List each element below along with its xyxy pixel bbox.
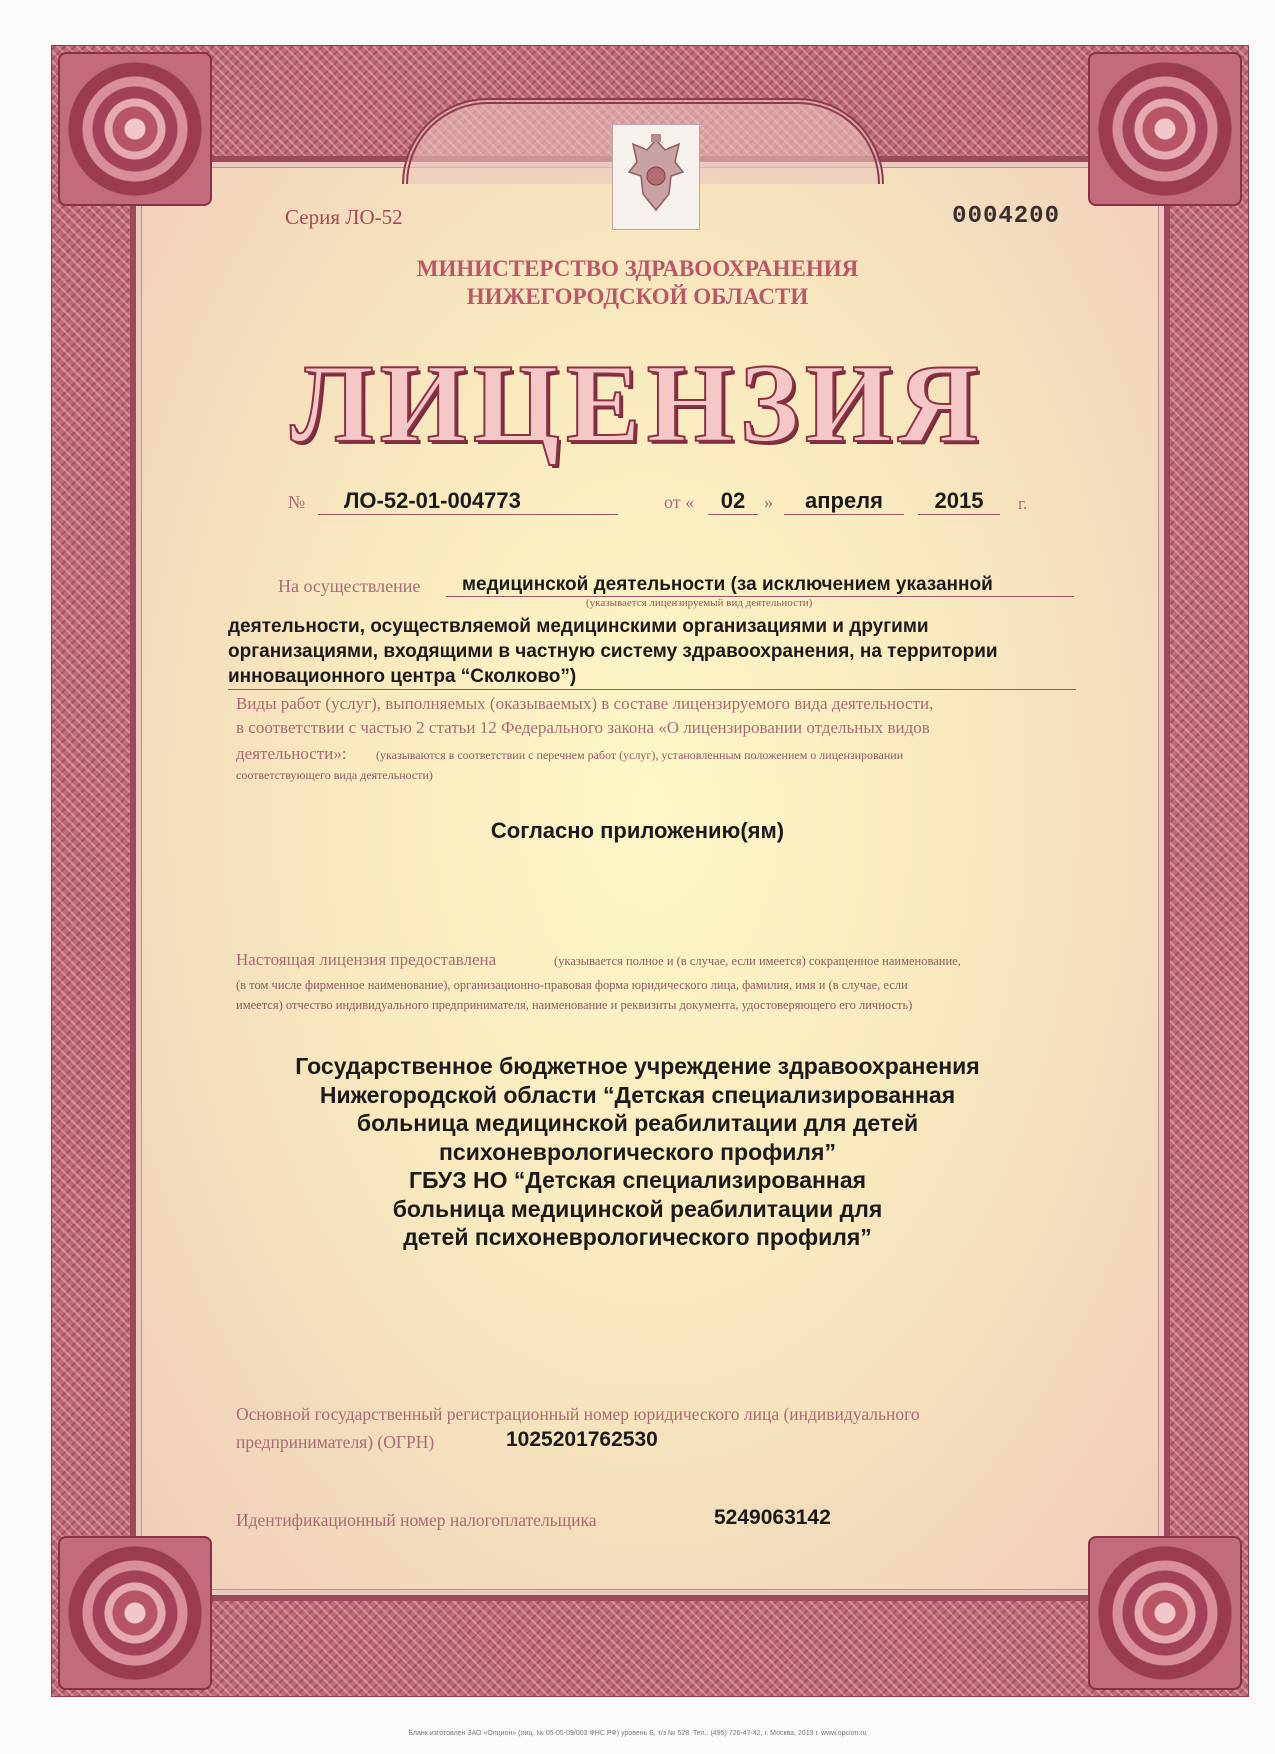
ogrn-value: 1025201762530 [506,1428,658,1451]
corner-rosette-bottom-right [1088,1536,1242,1690]
printer-imprint: Бланк изготовлен ЗАО «Опцион» (лиц. № 05-05-09/003 ФНС РФ) уровень Б, т/з № 528. Тел.: (495) 726-47-42, г. Москва, 2013 г. www.opcion.ru [408,1730,867,1737]
corner-rosette-top-left [58,52,212,206]
organization-name [0,1052,1275,1252]
organization-line: Государственное бюджетное учреждение здравоохранения [295,1053,980,1079]
inn-value: 5249063142 [714,1506,831,1529]
works-line-3b: (указываются в соответствии с перечнем работ (услуг), установленным положением о лицензировании [376,748,904,762]
ogrn-label-line-2: предпринимателя) (ОГРН) [236,1432,435,1452]
activity-hint: (указывается лицензируемый вид деятельности) [586,597,813,609]
date-month: апреля [784,488,904,515]
activity-line-2: деятельности, осуществляемой медицинскими организациями и другими [228,616,929,637]
date-day: 02 [708,488,758,515]
year-suffix: г. [1018,494,1028,513]
works-line-1: Виды работ (услуг), выполняемых (оказываемых) в составе лицензируемого вида деятельности, [236,694,934,713]
date-day-close: » [764,492,773,512]
coat-of-arms-emblem [612,124,700,230]
organization-line: больница медицинской реабилитации для детей [356,1110,919,1136]
granted-line-1a: Настоящая лицензия предоставлена [236,950,497,969]
activity-line-4: инновационного центра “Сколково”) [228,664,1076,690]
ministry-name-line2: НИЖЕГОРОДСКОЙ ОБЛАСТИ [466,284,809,309]
date-year: 2015 [918,488,1000,515]
works-value: Согласно приложению(ям) [490,818,785,843]
number-sign: № [288,492,306,512]
granted-line-1b: (указывается полное и (в случае, если имеется) сокращенное наименование, [554,954,961,968]
granted-line-2: (в том числе фирменное наименование), организационно-правовая форма юридического лица, фамилия, имя и (в случае, если [236,978,908,992]
license-number: ЛО-52-01-004773 [318,488,618,515]
activity-label: На осуществление [278,576,421,596]
date-from-label: от « [664,492,695,512]
corner-rosette-bottom-left [58,1536,212,1690]
organization-line: больница медицинской реабилитации для [392,1195,883,1222]
document-title: ЛИЦЕНЗИЯ [290,342,985,466]
organization-line: Нижегородской области “Детская специализированная [319,1081,956,1108]
inn-label: Идентификационный номер налогоплательщика [236,1510,597,1530]
works-line-4: соответствующего вида деятельности) [236,768,433,782]
activity-line-3: организациями, входящими в частную систему здравоохранения, на территории [228,641,998,662]
blank-number: 0004200 [952,203,1060,230]
granted-line-3: имеется) отчество индивидуального предпринимателя, наименование и реквизиты документа, удостоверяющего его личность) [236,998,913,1012]
activity-line-1: медицинской деятельности (за исключением указанной [446,574,1074,597]
series-label: Серия ЛО-52 [285,205,403,229]
works-line-2: в соответствии с частью 2 статьи 12 Федерального закона «О лицензировании отдельных видов [236,718,930,737]
ministry-name-line1: МИНИСТЕРСТВО ЗДРАВООХРАНЕНИЯ [416,256,859,281]
organization-line: детей психоневрологического профиля” [403,1224,872,1250]
ogrn-label-line-1: Основной государственный регистрационный номер юридического лица (индивидуального [236,1404,920,1424]
corner-rosette-top-right [1088,52,1242,206]
organization-line: ГБУЗ НО “Детская специализированная [408,1167,867,1193]
works-line-3a: деятельности»: [236,744,347,763]
organization-line: психоневрологического профиля” [439,1138,836,1165]
